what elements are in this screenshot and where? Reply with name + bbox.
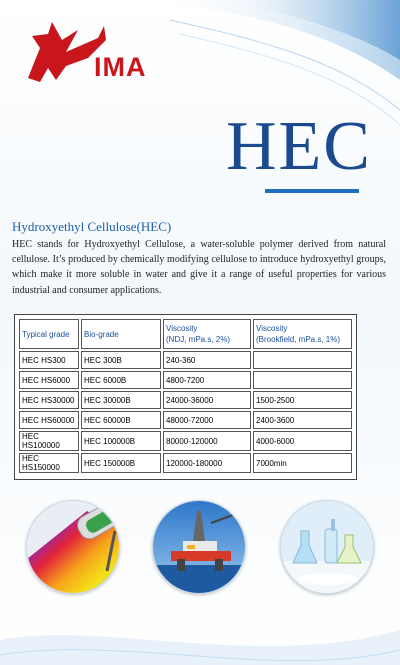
cell-bio-grade: HEC 30000B (81, 391, 161, 409)
cell-bio-grade: HEC 100000B (81, 431, 161, 451)
grade-table-frame (14, 314, 357, 480)
cell-viscosity-ndj: 24000-36000 (163, 391, 251, 409)
cell-viscosity-ndj: 120000-180000 (163, 453, 251, 473)
paint-roller-photo (26, 500, 120, 594)
oil-rig-photo-icon (153, 501, 246, 594)
table-row (19, 453, 352, 473)
grade-table (17, 317, 354, 475)
table-row (19, 371, 352, 389)
table-row (19, 351, 352, 369)
cell-viscosity-brookfield: 2400-3600 (253, 411, 352, 429)
intro-paragraph: HEC stands for Hydroxyethyl Cellulose, a water-soluble polymer derived from natural cellulose. It’s produced by chemically modifying cellulose to introduce hydroxyethyl groups, which make it more soluble in water and give it a range of useful properties for various industrial and consumer applications. (12, 239, 386, 296)
cell-viscosity-ndj: 48000-72000 (163, 411, 251, 429)
cell-bio-grade: HEC 300B (81, 351, 161, 369)
cell-viscosity-brookfield: 4000-6000 (253, 431, 352, 451)
paint-roller-photo-icon (27, 501, 120, 594)
table-row (19, 391, 352, 409)
col-header-bio-grade: Bio-grade (81, 319, 161, 349)
logo-text: IMA (94, 52, 147, 82)
cell-viscosity-brookfield: 7000min (253, 453, 352, 473)
cell-bio-grade: HEC 60000B (81, 411, 161, 429)
table-header-row (19, 319, 352, 349)
cell-typical-grade: HEC HS100000 (19, 431, 79, 451)
section-heading: Hydroxyethyl Cellulose(HEC) (12, 219, 172, 234)
cell-viscosity-brookfield: 1500-2500 (253, 391, 352, 409)
cell-typical-grade: HEC HS300 (19, 351, 79, 369)
cell-typical-grade: HEC HS30000 (19, 391, 79, 409)
cell-bio-grade: HEC 150000B (81, 453, 161, 473)
col-header-viscosity-ndj: Viscosity (NDJ, mPa.s, 2%) (163, 319, 251, 349)
hero-title: HEC (226, 108, 372, 185)
table-row (19, 431, 352, 451)
footer-wave-decoration (0, 600, 400, 665)
cell-viscosity-brookfield (253, 371, 352, 389)
cell-typical-grade: HEC HS60000 (19, 411, 79, 429)
cell-viscosity-ndj: 240-360 (163, 351, 251, 369)
title-underline (265, 189, 359, 193)
col-header-viscosity-brookfield: Viscosity (Brookfield, mPa.s, 1%) (253, 319, 352, 349)
oil-rig-photo (152, 500, 246, 594)
cell-typical-grade: HEC HS6000 (19, 371, 79, 389)
col-header-typical-grade: Typical grade (19, 319, 79, 349)
cell-typical-grade: HEC HS150000 (19, 453, 79, 473)
cell-bio-grade: HEC 6000B (81, 371, 161, 389)
cell-viscosity-ndj: 80000-120000 (163, 431, 251, 451)
lab-glassware-photo (280, 500, 374, 594)
cell-viscosity-brookfield (253, 351, 352, 369)
cell-viscosity-ndj: 4800-7200 (163, 371, 251, 389)
table-row (19, 411, 352, 429)
lab-glassware-photo-icon (281, 501, 374, 594)
